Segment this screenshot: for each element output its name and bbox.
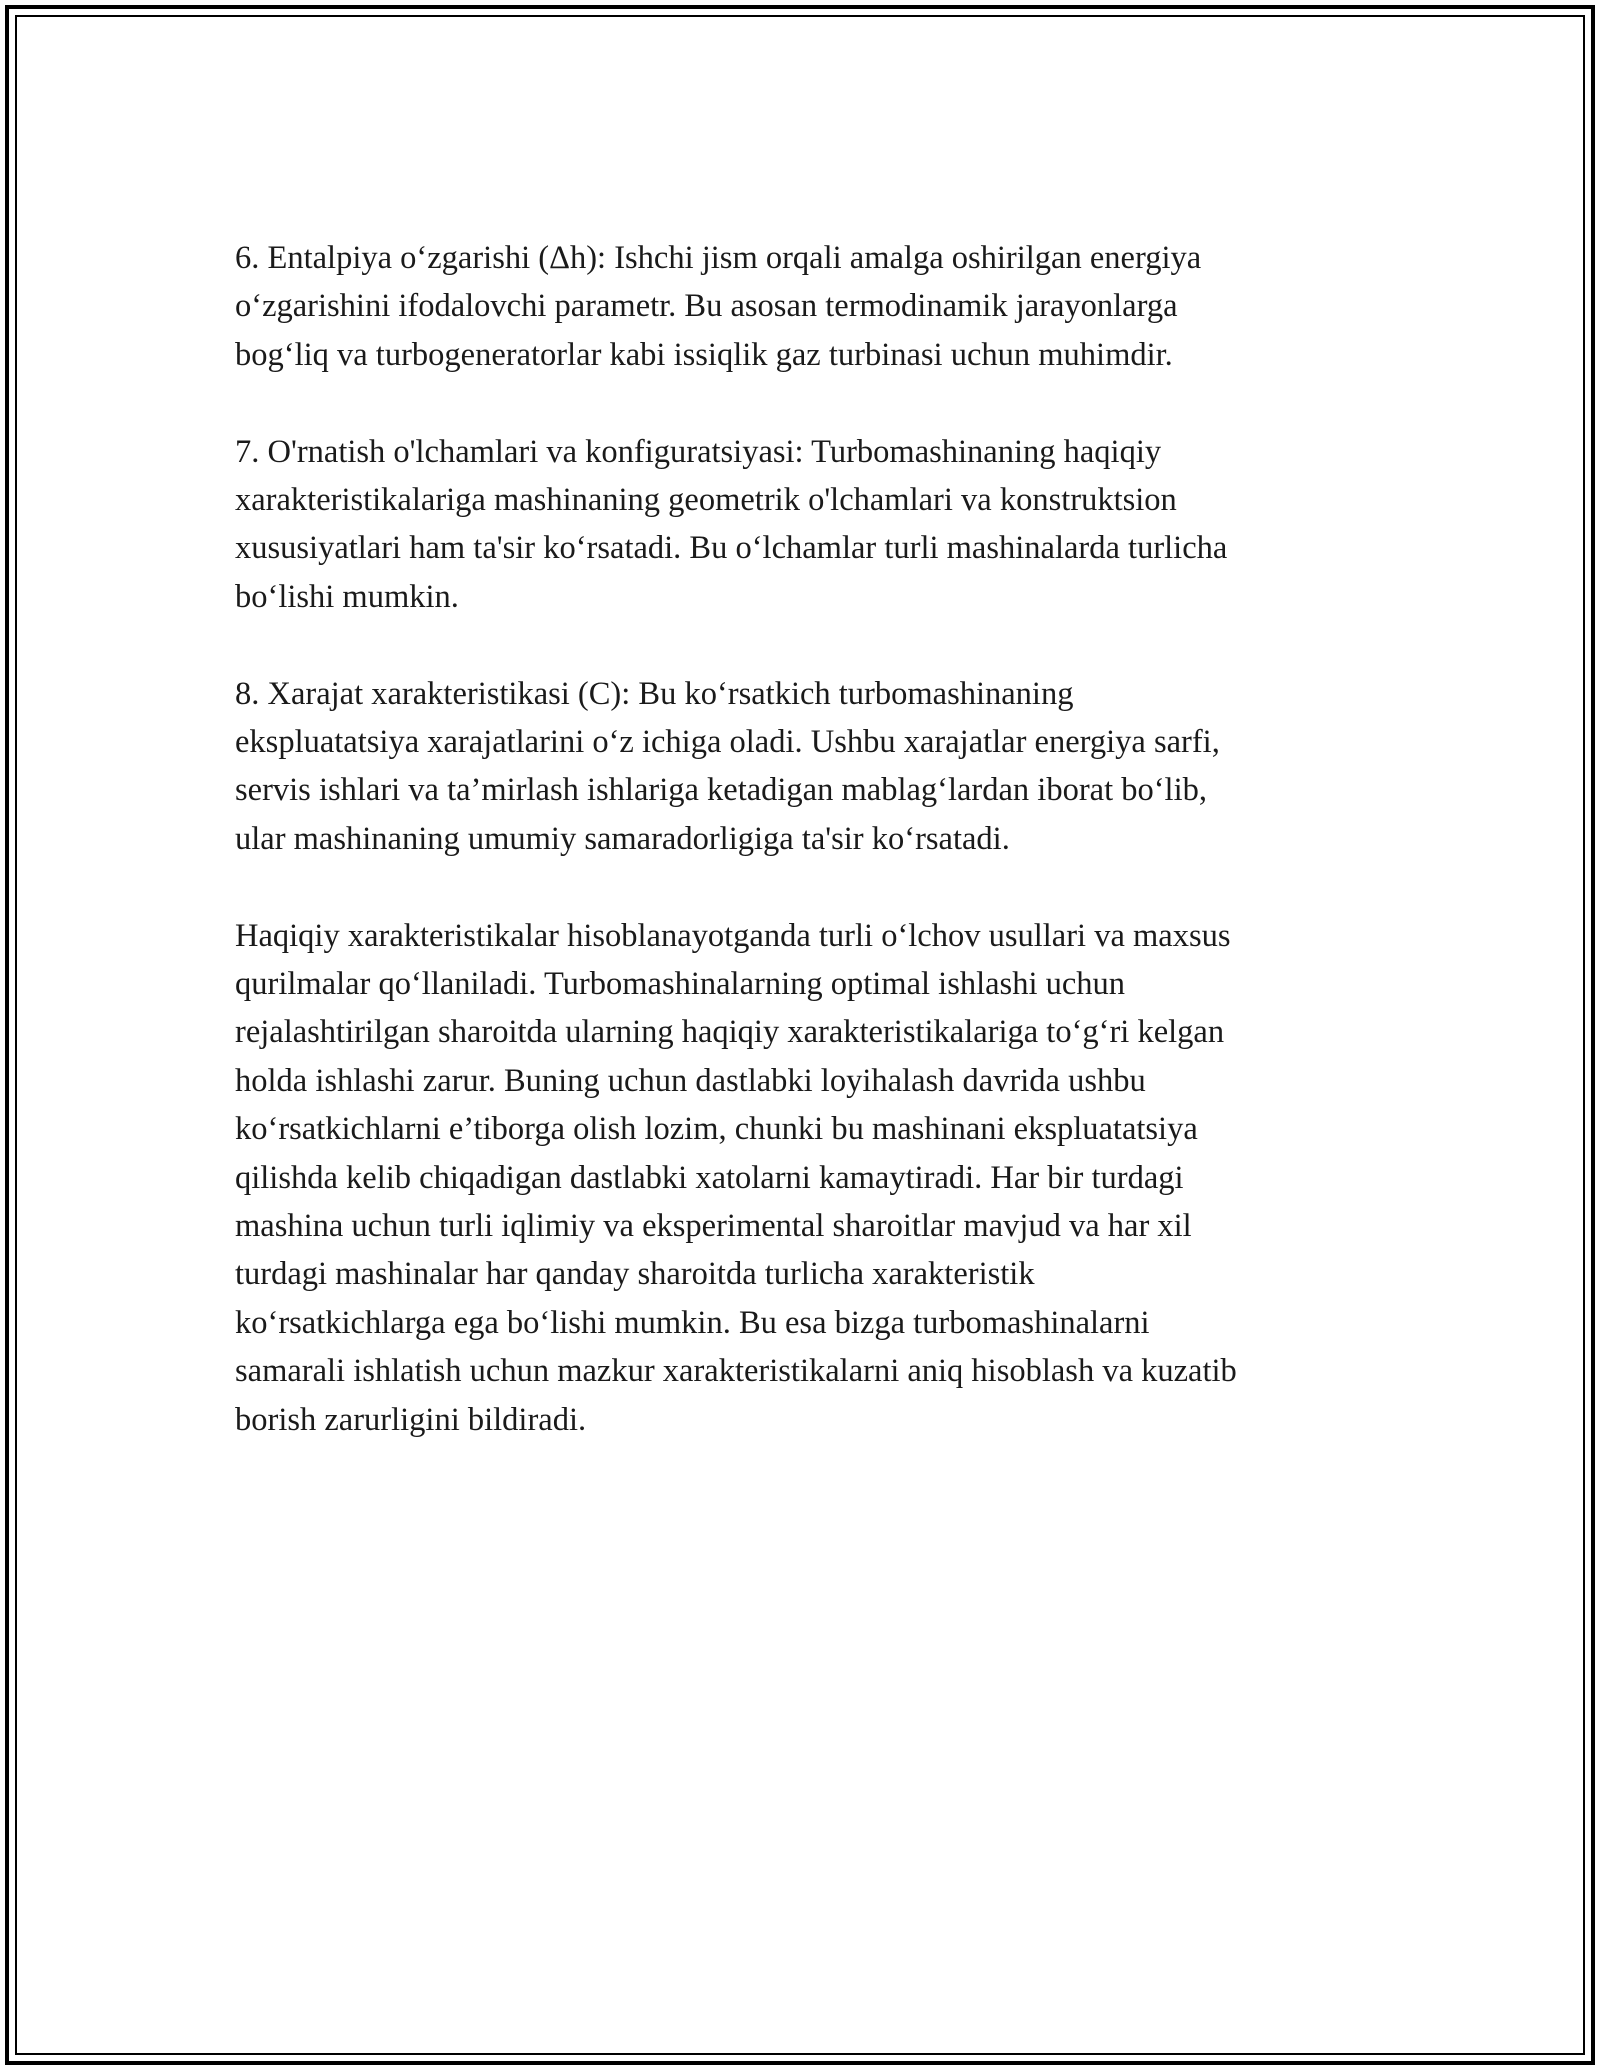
paragraph-cost-characteristic: 8. Xarajat xarakteristikasi (C): Bu ko‘rsatkich turbomashinaning ekspluatatsiya xarajatlarini o‘z ichiga oladi. Ushbu xarajatlar energiya sarfi, servis ishlari va ta’mirlash ishlariga ketadigan mablag‘lardan iborat bo‘lib, ular mashinaning umumiy samaradorligiga ta'sir ko‘rsatadi. [235, 675, 1220, 857]
paragraph-installation-dimensions: 7. O'rnatish o'lchamlari va konfiguratsiyasi: Turbomashinaning haqiqiy xarakteristikalariga mashinaning geometrik o'lchamlari va konstruktsion xususiyatlari ham ta'sir ko‘rsatadi. Bu o‘lchamlar turli mashinalarda turlicha bo‘lishi mumkin. [235, 433, 1228, 615]
document-body [235, 234, 1395, 1444]
paragraph-enthalpy-change: 6. Entalpiya o‘zgarishi (Δh): Ishchi jism orqali amalga oshirilgan energiya o‘zgarishini ifodalovchi parametr. Bu asosan termodinamik jarayonlarga bog‘liq va turbogeneratorlar kabi issiqlik gaz turbinasi uchun muhimdir. [235, 240, 1202, 373]
paragraph-conclusion: Haqiqiy xarakteristikalar hisoblanayotganda turli o‘lchov usullari va maxsus qurilmalar qo‘llaniladi. Turbomashinalarning optimal ishlashi uchun rejalashtirilgan sharoitda ularning haqiqiy xarakteristikalariga to‘g‘ri kelgan holda ishlashi zarur. Buning uchun dastlabki loyihalash davrida ushbu ko‘rsatkichlarni e’tiborga olish lozim, chunki bu mashinani ekspluatatsiya qilishda kelib chiqadigan dastlabki xatolarni kamaytiradi. Har bir turdagi mashina uchun turli iqlimiy va eksperimental sharoitlar mavjud va har xil turdagi mashinalar har qanday sharoitda turlicha xarakteristik ko‘rsatkichlarga ega bo‘lishi mumkin. Bu esa bizga turbomashinalarni samarali ishlatish uchun mazkur xarakteristikalarni aniq hisoblash va kuzatib borish zarurligini bildiradi. [235, 917, 1237, 1438]
